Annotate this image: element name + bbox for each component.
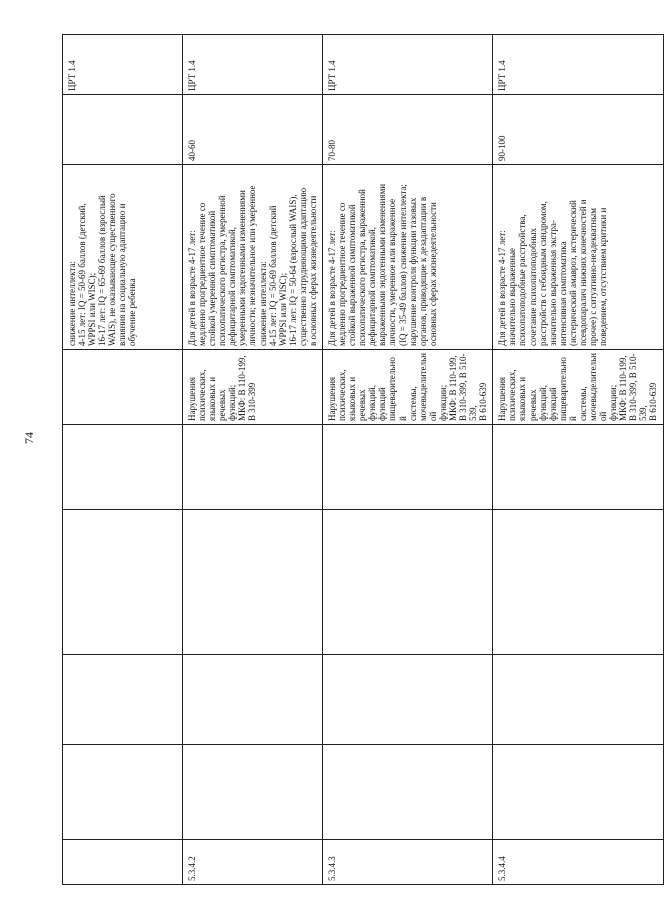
criteria-cell	[183, 165, 323, 350]
text-line: функций, функций	[537, 385, 558, 421]
text-line: системы,	[407, 386, 418, 421]
text-line: значительно выраженная экстра-	[547, 220, 558, 346]
text-line: психопатоподобные расстройства,	[517, 214, 528, 346]
text-line: расстройств с гебоидным синдромом,	[537, 201, 548, 346]
text-line: WAIS), не оказывающее существенного	[107, 193, 118, 346]
text-line: обучение ребенка	[127, 278, 138, 346]
text-line: снижение интеллекта:	[257, 261, 268, 346]
cell-empty	[63, 510, 183, 655]
cell-empty	[493, 425, 663, 510]
text-line: Нарушения психических,	[327, 369, 348, 421]
cell-empty	[493, 510, 663, 655]
text-line: значительно выраженные	[507, 248, 518, 346]
text-line: мочевыделительной	[587, 352, 609, 421]
text-line: функции;	[608, 384, 619, 421]
text-line: органов, приводящие к дезадаптации в	[417, 196, 428, 346]
text-line: WPPSI или WISC);	[277, 272, 288, 346]
text-line: интенсивная симптоматика	[557, 241, 568, 346]
text-line: функций, функций	[367, 385, 388, 421]
text-line: существенно затрудняющими адаптацию	[297, 187, 308, 346]
cell-empty	[323, 425, 493, 510]
text-line: Для детей в возрасте 4-17 лет:	[187, 230, 197, 346]
percent-cell: 70-80	[323, 95, 493, 165]
text-line: прочее) с ситуативно-неадекватным	[587, 208, 598, 346]
text-line: дефицитарной симптоматикой,	[227, 227, 238, 346]
text-line: психопатического регистра, выраженной	[357, 189, 368, 346]
cell-empty	[63, 655, 183, 745]
text-line: Нарушения психических,	[497, 369, 518, 421]
ref-cell: ЦРТ 1.4	[183, 35, 323, 95]
cell-empty	[63, 745, 183, 840]
text-line: стойкой умеренной симптоматикой	[207, 210, 218, 346]
text-line: в основных сферах жизнедеятельности	[307, 195, 318, 346]
text-line: основных сферах жизнедеятельности	[427, 202, 438, 346]
text-line: функций;	[227, 384, 238, 421]
cell-empty	[493, 655, 663, 745]
text-line: умеренными эндогенными изменениями	[237, 190, 248, 346]
text-line: медленно прогредиентное течение со	[337, 202, 348, 346]
text-line: B 310-399, B 510-539,	[628, 353, 649, 421]
percent-cell: 40-60	[183, 95, 323, 165]
table-row	[63, 35, 183, 885]
text-line: нарушение контроля функции тазовых	[407, 197, 418, 346]
cell-empty	[183, 510, 323, 655]
table-row	[323, 35, 493, 885]
cell-empty	[493, 745, 663, 840]
percent-cell: 90-100	[493, 95, 663, 165]
table-row	[183, 35, 323, 885]
text-line: сочетание психопатоподобных	[527, 228, 538, 346]
text-line: стойкой выраженной симптоматикой	[347, 204, 358, 346]
cell-empty	[63, 425, 183, 510]
text-line: языковых и речевых	[517, 376, 538, 421]
criteria-cell	[63, 165, 183, 350]
text-line: МКФ: B 110-199,	[618, 355, 629, 421]
cell-empty	[183, 425, 323, 510]
text-line: псевдопаралич нижних конечностей и	[577, 199, 588, 346]
text-line: B 610-639	[478, 382, 489, 421]
row-code	[63, 840, 183, 885]
table-row	[493, 35, 663, 885]
text-line: Для детей в возрасте 4-17 лет:	[327, 230, 338, 346]
text-line: пищеварительной	[557, 357, 578, 421]
text-line: МКФ: B 110-199,	[237, 355, 248, 421]
text-line: психопатического регистра, умеренной	[217, 195, 228, 346]
text-line: Нарушения психических,	[187, 369, 208, 421]
ref-cell: ЦРТ 1.4	[323, 35, 493, 95]
criteria-table	[62, 34, 664, 885]
cell-empty	[323, 745, 493, 840]
text-line: медленно прогредиентное течение со	[197, 202, 208, 346]
cell-empty	[323, 510, 493, 655]
text-line: МКФ: B 110-199,	[447, 355, 458, 421]
impairment-cell	[63, 350, 183, 425]
text-line: выраженными эндогенными изменениями	[377, 183, 388, 346]
text-line: 16-17 лет: IQ = 65-69 баллов (взрослый	[97, 195, 108, 346]
impairment-cell	[493, 350, 663, 425]
text-line: влияния на социальную адаптацию и	[117, 203, 128, 346]
text-line: 16-17 лет: IQ = 50-64 (взрослый WAIS),	[287, 194, 298, 346]
text-line: B 310-399, B 510-539,	[458, 353, 479, 421]
percent-cell	[63, 95, 183, 165]
row-code: 5.3.4.4	[493, 840, 663, 885]
impairment-cell	[183, 350, 323, 425]
cell-empty	[323, 655, 493, 745]
text-line: языковых и речевых	[347, 376, 368, 421]
text-line: 4-15 лет: IQ = 50-69 баллов (детский	[267, 205, 278, 346]
text-line: 4-15 лет: IQ = 50-69 баллов (детский,	[77, 203, 88, 346]
row-code: 5.3.4.2	[183, 840, 323, 885]
text-line: языковых и речевых	[207, 376, 228, 421]
text-line: функции;	[437, 384, 448, 421]
page-number: 74	[22, 432, 36, 444]
text-line: Для детей в возрасте 4-17 лет:	[497, 230, 508, 346]
text-line: поведением, отсутствием критики и	[598, 207, 609, 346]
text-line: B 310-399	[247, 382, 258, 421]
criteria-cell	[323, 165, 493, 350]
text-line: личности; незначительное или умеренное	[247, 185, 258, 346]
text-line: снижение интеллекта:	[67, 261, 77, 346]
text-line: (IQ = 35-49 баллов) снижение интеллекта;	[397, 184, 408, 346]
text-line: мочевыделительной	[417, 352, 438, 421]
text-line: пищеварительной	[387, 357, 408, 421]
text-line: (истерический амавроз, истерический	[567, 200, 578, 346]
ref-cell: ЦРТ 1.4	[493, 35, 663, 95]
criteria-cell	[493, 165, 663, 350]
row-code: 5.3.4.3	[323, 840, 493, 885]
impairment-cell	[323, 350, 493, 425]
text-line: B 610-639	[648, 382, 659, 421]
text-line: личности, умеренное или выраженное	[387, 198, 398, 346]
text-line: системы,	[577, 386, 588, 421]
ref-cell: ЦРТ 1.4	[63, 35, 183, 95]
text-line: дефицитарной симптоматикой,	[367, 227, 378, 346]
rotated-table-wrapper	[62, 35, 659, 885]
cell-empty	[183, 655, 323, 745]
cell-empty	[183, 745, 323, 840]
text-line: WPPSI или WISC);	[87, 272, 98, 346]
